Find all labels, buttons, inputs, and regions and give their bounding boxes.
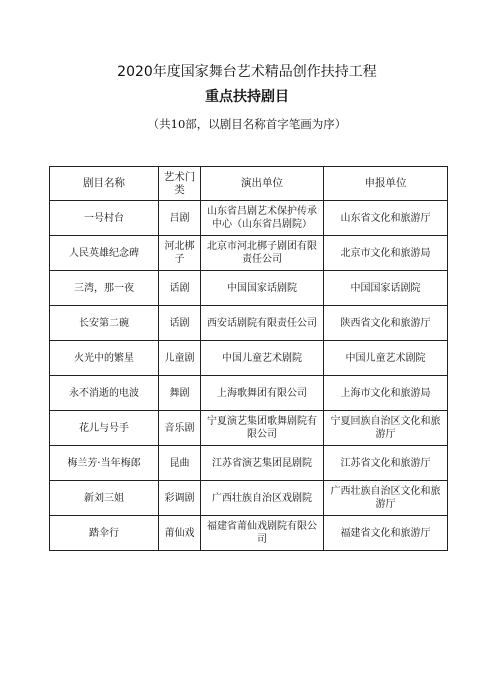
cell-performer: 北京市河北梆子剧团有限责任公司 <box>201 236 324 271</box>
document-title-block <box>0 62 494 132</box>
repertoire-table <box>49 166 448 551</box>
table-header-row <box>50 167 448 201</box>
cell-applicant: 中国国家话剧院 <box>324 271 448 306</box>
header-applicant: 申报单位 <box>324 167 448 201</box>
table-row <box>50 236 448 271</box>
cell-applicant: 陕西省文化和旅游厅 <box>324 306 448 341</box>
cell-genre: 话剧 <box>159 271 201 306</box>
header-genre: 艺术门类 <box>159 167 201 201</box>
table-row <box>50 481 448 516</box>
cell-genre: 彩调剧 <box>159 481 201 516</box>
cell-performer: 上海歌舞团有限公司 <box>201 376 324 411</box>
cell-title: 人民英雄纪念碑 <box>50 236 159 271</box>
cell-applicant: 宁夏回族自治区文化和旅游厅 <box>324 411 448 446</box>
table-row <box>50 516 448 551</box>
cell-applicant: 上海市文化和旅游局 <box>324 376 448 411</box>
table-row <box>50 306 448 341</box>
cell-applicant: 北京市文化和旅游局 <box>324 236 448 271</box>
table-row <box>50 376 448 411</box>
cell-performer: 江苏省演艺集团昆剧院 <box>201 446 324 481</box>
cell-genre: 儿童剧 <box>159 341 201 376</box>
cell-title: 新刘三姐 <box>50 481 159 516</box>
cell-genre: 吕剧 <box>159 201 201 236</box>
cell-genre: 话剧 <box>159 306 201 341</box>
table-row <box>50 271 448 306</box>
cell-title: 长安第二碗 <box>50 306 159 341</box>
cell-applicant: 江苏省文化和旅游厅 <box>324 446 448 481</box>
cell-title: 花儿与号手 <box>50 411 159 446</box>
table-row <box>50 341 448 376</box>
cell-applicant: 福建省文化和旅游厅 <box>324 516 448 551</box>
cell-genre: 河北梆子 <box>159 236 201 271</box>
table-row <box>50 411 448 446</box>
cell-title: 一号村台 <box>50 201 159 236</box>
cell-title: 永不消逝的电波 <box>50 376 159 411</box>
cell-performer: 中国国家话剧院 <box>201 271 324 306</box>
header-performer: 演出单位 <box>201 167 324 201</box>
document-title: 2020年度国家舞台艺术精品创作扶持工程 <box>117 64 377 80</box>
cell-title: 三湾，那一夜 <box>50 271 159 306</box>
cell-title: 梅兰芳·当年梅郎 <box>50 446 159 481</box>
cell-genre: 舞剧 <box>159 376 201 411</box>
cell-title: 火光中的繁星 <box>50 341 159 376</box>
cell-performer: 西安话剧院有限责任公司 <box>201 306 324 341</box>
cell-genre: 莆仙戏 <box>159 516 201 551</box>
cell-title: 踏伞行 <box>50 516 159 551</box>
cell-applicant: 山东省文化和旅游厅 <box>324 201 448 236</box>
cell-applicant: 广西壮族自治区文化和旅游厅 <box>324 481 448 516</box>
cell-genre: 音乐剧 <box>159 411 201 446</box>
table-row <box>50 446 448 481</box>
cell-performer: 中国儿童艺术剧院 <box>201 341 324 376</box>
table-row <box>50 201 448 236</box>
document-subtitle: 重点扶持剧目 <box>205 89 289 105</box>
header-title: 剧目名称 <box>50 167 159 201</box>
document-note: （共10部，以剧目名称首字笔画为序） <box>147 117 347 131</box>
cell-performer: 广西壮族自治区戏剧院 <box>201 481 324 516</box>
cell-performer: 宁夏演艺集团歌舞剧院有限公司 <box>201 411 324 446</box>
cell-performer: 福建省莆仙戏剧院有限公司 <box>201 516 324 551</box>
cell-performer: 山东省吕剧艺术保护传承中心（山东省吕剧院） <box>201 201 324 236</box>
cell-applicant: 中国儿童艺术剧院 <box>324 341 448 376</box>
cell-genre: 昆曲 <box>159 446 201 481</box>
